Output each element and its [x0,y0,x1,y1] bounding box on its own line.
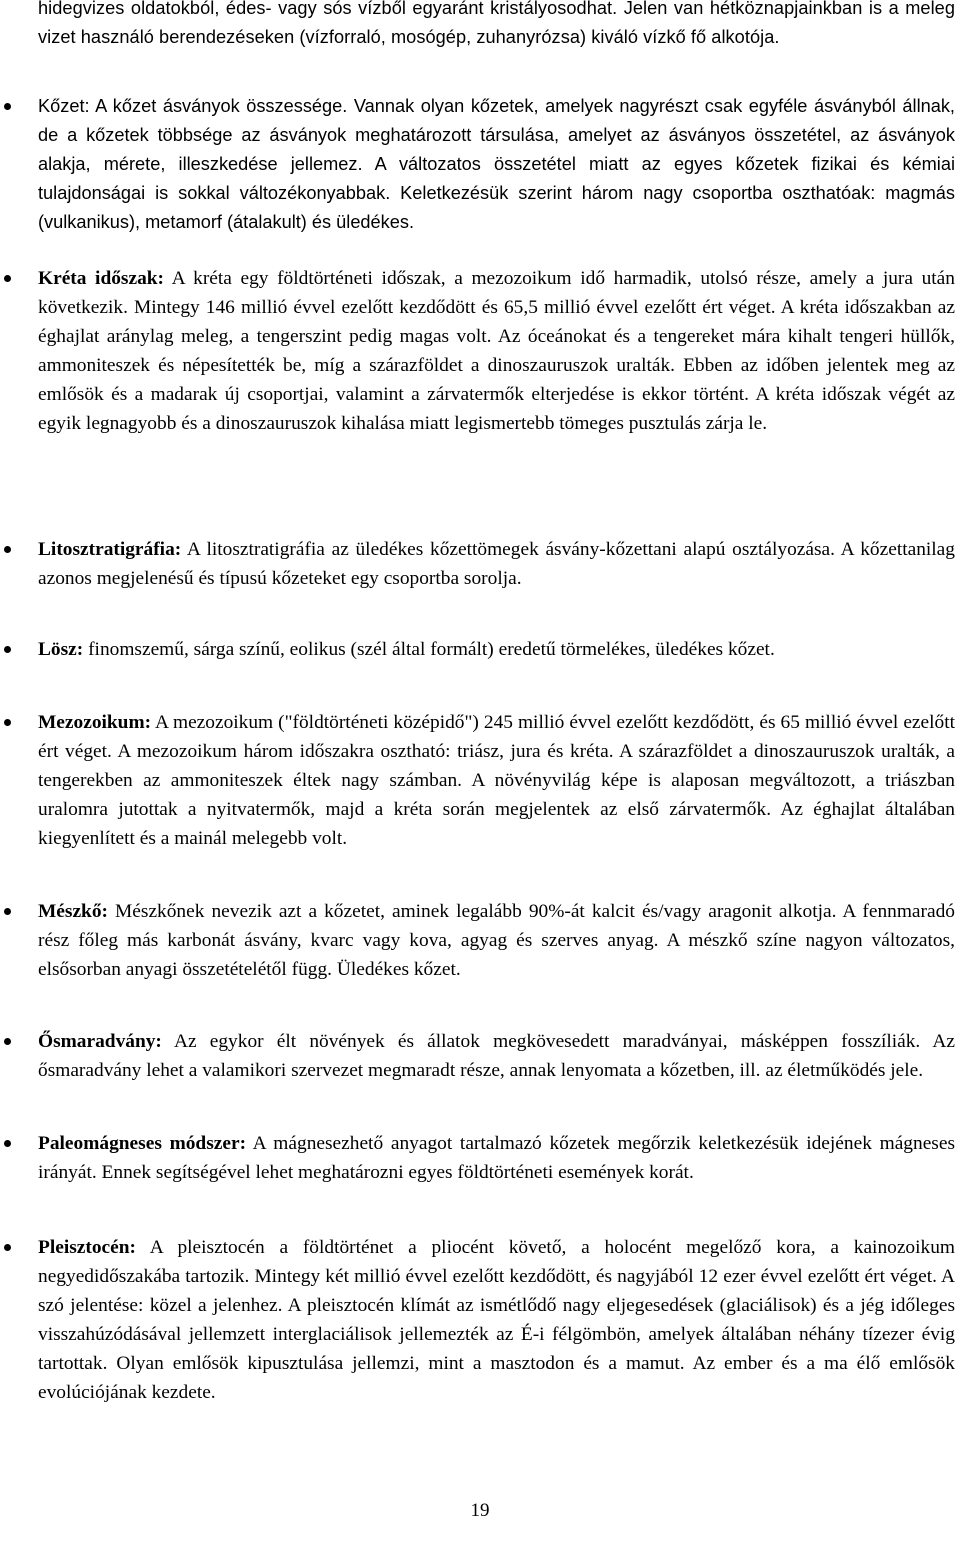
glossary-entry-mezozoikum [38,708,955,853]
glossary-definition: A mezozoikum ("földtörténeti középidő") 245 millió évvel ezelőtt kezdődött, és 65 millió évvel ezelőtt ért véget. A mezozoikum három időszakra osztható: triász, jura és kréta. A szárazföldet a dinoszauruszok uralták, a tengerekben az ammoniteszek éltek nagy számban. A növényvilág képe is alaposan megváltozott, a triászban uralomra jutottak a nyitvatermők, majd a kréta során megjelentek az első zárvatermők. Az éghajlat általában kiegyenlített és a mainál melegebb volt. [38,712,955,849]
glossary-entry-kreta-idoszak [38,264,955,438]
glossary-entry-meszko [38,897,955,984]
glossary-entry-losz [38,635,955,664]
glossary-term: Pleisztocén: [38,1237,136,1258]
bullet-icon [4,275,11,282]
glossary-definition: A kőzet ásványok összessége. Vannak olyan kőzetek, amelyek nagyrészt csak egyféle ásványból állnak, de a kőzetek többsége az ásványok meghatározott társulása, amelyet az ásványos összetétel, az ásványok alakja, mérete, illeszkedése jellemez. A változatos összetétel miatt az egyes kőzetek fizikai és kémiai tulajdonságai is sokkal változékonyabbak. Keletkezésük szerint három nagy csoportba oszthatóak: magmás (vulkanikus), metamorf (átalakult) és üledékes. [38,96,955,232]
glossary-term: Lösz: [38,639,84,660]
bullet-icon [4,103,11,110]
bullet-icon [4,719,11,726]
bullet-icon [4,908,11,915]
glossary-term: Mészkő: [38,901,108,922]
bullet-icon [4,1244,11,1251]
glossary-term: Mezozoikum: [38,712,152,733]
continuation-paragraph: hidegvizes oldatokból, édes- vagy sós vízből egyaránt kristályosodhat. Jelen van hétköznapjainkban is a meleg vizet használó berendezéseken (vízforraló, mosógép, zuhanyrózsa) kiváló vízkő fő alkotója. [38,0,955,47]
glossary-definition: Az egykor élt növények és állatok megkövesedett maradványai, másképpen fosszíliák. Az ősmaradvány lehet a valamikori szervezet megmaradt része, annak lenyomata a kőzetben, ill. az életműködés jele. [38,1031,955,1081]
glossary-term: Kőzet: [38,96,90,116]
glossary-definition: A kréta egy földtörténeti időszak, a mezozoikum idő harmadik, utolsó része, amely a jura után következik. Mintegy 146 millió évvel ezelőtt kezdődött és 65,5 millió évvel ezelőtt ért véget. A kréta időszakban az éghajlat aránylag meleg, a tengerszint pedig magas volt. Az óceánokat és a tengereket mára kihalt tengeri hüllők, ammoniteszek és népesítették be, míg a szárazföldet a dinoszauruszok uralták. Ebben az időben jelentek meg az emlősök és a madarak új csoportjai, valamint a zárvatermők elterjedése is ekkor történt. A kréta időszak végét az egyik legnagyobb és a dinoszauruszok kihalása miatt legismertebb tömeges pusztulás zárja le. [38,268,955,434]
glossary-term: Ősmaradvány: [38,1031,162,1052]
glossary-entry-litosztratigrafia [38,535,955,593]
glossary-term: Litosztratigráfia: [38,539,182,560]
glossary-term: Paleomágneses módszer: [38,1133,247,1154]
glossary-entry-kozet [38,92,955,237]
bullet-icon [4,546,11,553]
bullet-icon [4,646,11,653]
glossary-definition: Mészkőnek nevezik azt a kőzetet, aminek legalább 90%-át kalcit és/vagy aragonit alkotja. A fennmaradó rész főleg más karbonát ásvány, kvarc vagy kova, agyag és szerves anyag. A mészkő színe nagyon változatos, elsősorban anyagi összetételétől függ. Üledékes kőzet. [38,901,955,980]
bullet-icon [4,1038,11,1045]
glossary-definition: A litosztratigráfia az üledékes kőzettömegek ásvány-kőzettani alapú osztályozása. A kőzettanilag azonos megjelenésű és típusú kőzeteket egy csoportba sorolja. [38,539,955,589]
glossary-entry-pleisztocen [38,1233,955,1407]
glossary-entry-paleomagneses-modszer [38,1129,955,1187]
bullet-icon [4,1140,11,1147]
glossary-definition: finomszemű, sárga színű, eolikus (szél által formált) eredetű törmelékes, üledékes kőzet. [83,639,775,660]
glossary-definition: A mágnesezhető anyagot tartalmazó kőzetek megőrzik keletkezésük idejének mágneses irányát. Ennek segítségével lehet meghatározni egyes földtörténeti események korát. [38,1133,955,1183]
glossary-definition: A pleisztocén a földtörténet a pliocént követő, a holocént megelőző kora, a kainozoikum negyedidőszakába tartozik. Mintegy két millió évvel ezelőtt kezdődött, és nagyjából 12 ezer évvel ezelőtt ért véget. A szó jelentése: közel a jelenhez. A pleisztocén klímát az ismétlődő nagy eljegesedések (glaciálisok) és a jég időleges visszahúzódásával jellemzett interglaciálisok jellemezték az É-i félgömbön, amelyek általában néhány tízezer évig tartottak. Olyan emlősök kipusztulása jellemzi, mint a masztodon és a mamut. Az ember és a ma élő emlősök evolúciójának kezdete. [38,1237,955,1403]
glossary-term: Kréta időszak: [38,268,165,289]
glossary-entry-osmaradvany [38,1027,955,1085]
page-number: 19 [470,1500,490,1521]
